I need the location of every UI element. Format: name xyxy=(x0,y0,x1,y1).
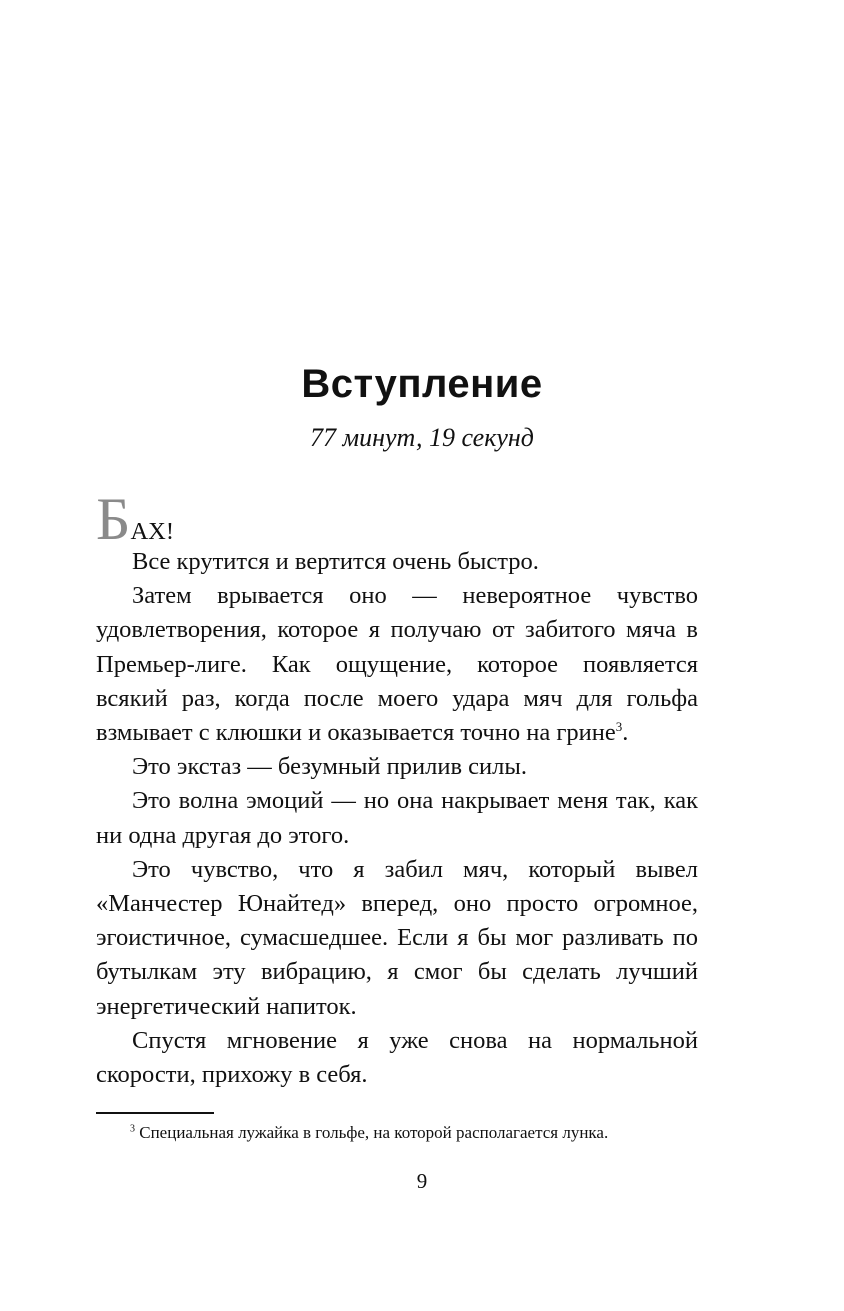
opening-text: АХ! xyxy=(130,518,174,545)
paragraph-tail: . xyxy=(622,719,629,747)
chapter-title: Вступление xyxy=(301,362,543,406)
paragraph xyxy=(96,750,698,784)
chapter-body xyxy=(96,486,698,1092)
footnote-text: Специальная лужайка в гольфе, на которой располагается лунка. xyxy=(135,1123,609,1142)
paragraph-text: Затем врывается оно — невероятное чувство удовлетворения, которое я получаю от забитого мяча в Премьер-лиге. Как ощущение, которое появляется всякий раз, когда после моего удара мяч для гольфа взмывает с клюшки и оказывается точно на грине xyxy=(96,582,698,747)
footnote-divider xyxy=(96,1112,214,1114)
footnote xyxy=(96,1121,698,1145)
paragraph xyxy=(96,784,698,852)
paragraph-text: Это чувство, что я забил мяч, который вывел «Манчестер Юнайтед» вперед, оно просто огромное, эгоистичное, сумасшедшее. Если я бы мог разливать по бутылкам эту вибрацию, я смог бы сделать лучший энергетический напиток. xyxy=(96,855,698,1020)
paragraph xyxy=(96,545,698,579)
paragraph xyxy=(96,1024,698,1092)
paragraph xyxy=(96,579,698,750)
opening-line xyxy=(96,486,698,552)
paragraph xyxy=(96,853,698,1024)
paragraph-text: Спустя мгновение я уже снова на нормальной скорости, прихожу в себя. xyxy=(96,1026,698,1089)
footnote-marker: 3 xyxy=(130,1123,135,1135)
drop-cap: Б xyxy=(96,486,131,552)
paragraph-text: Все крутится и вертится очень быстро. xyxy=(132,548,539,575)
paragraph-text: Это экстаз — безумный прилив силы. xyxy=(132,753,527,781)
footnote-reference[interactable]: 3 xyxy=(615,718,623,734)
page-number: 9 xyxy=(416,1169,428,1193)
paragraph-text: Это волна эмоций — но она накрывает меня так, как ни одна другая до этого. xyxy=(96,787,698,849)
chapter-subtitle: 77 минут, 19 секунд xyxy=(310,423,534,452)
